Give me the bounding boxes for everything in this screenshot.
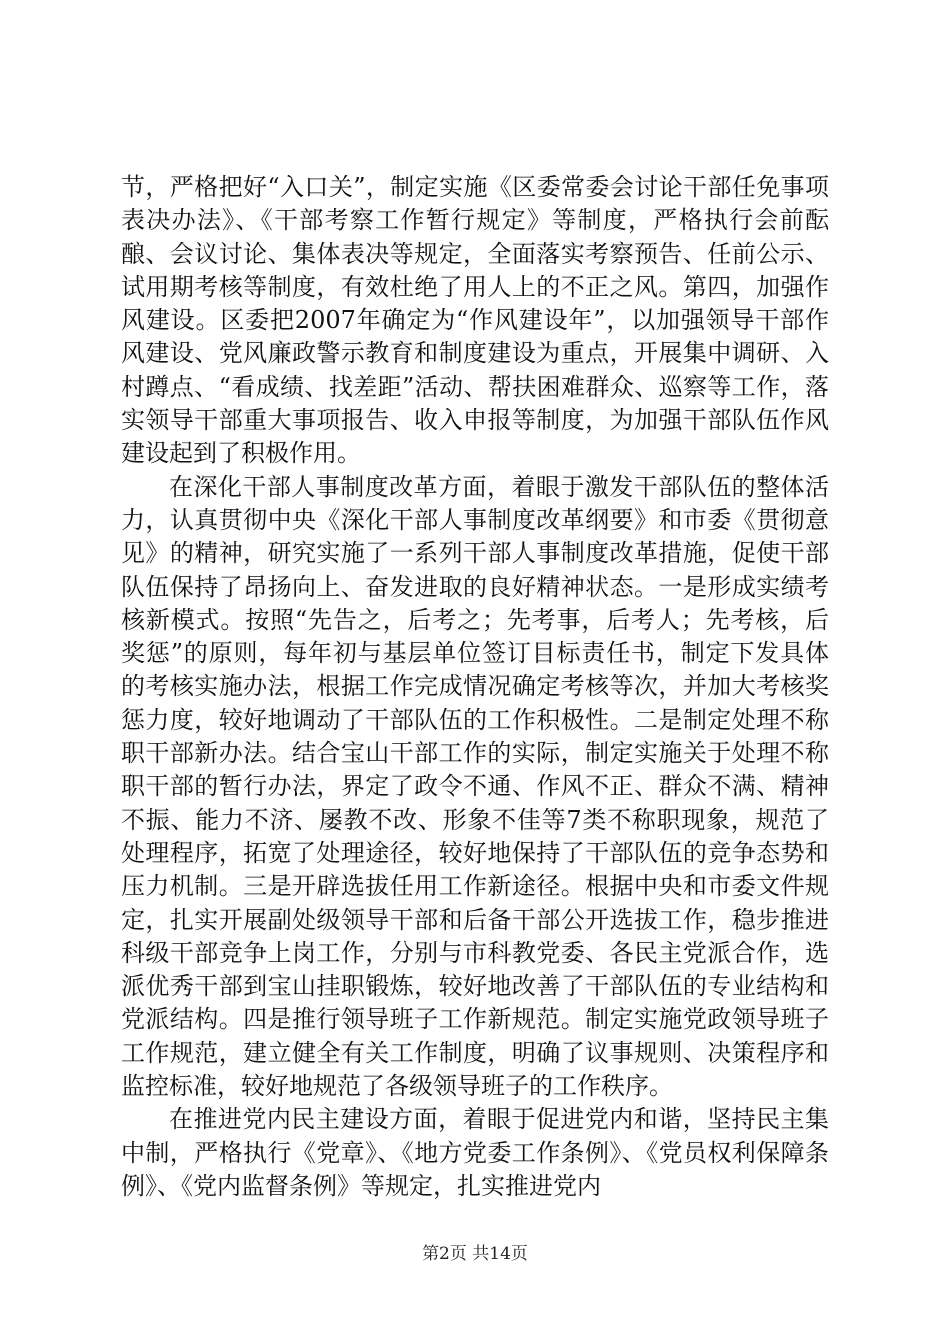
document-body	[121, 171, 829, 1203]
paragraph-3: 在推进党内民主建设方面，着眼于促进党内和谐，坚持民主集中制，严格执行《党章》、《地方党委工作条例》、《党员权利保障条例》、《党内监督条例》等规定，扎实推进党内	[121, 1105, 829, 1200]
paragraph-2: 在深化干部人事制度改革方面，着眼于激发干部队伍的整体活力，认真贯彻中央《深化干部人事制度改革纲要》和市委《贯彻意见》的精神，研究实施了一系列干部人事制度改革措施，促使干部队伍保持了昂扬向上、奋发进取的良好精神状态。一是形成实绩考核新模式。按照“先告之，后考之；先考事，后考人；先考核，后奖惩”的原则，每年初与基层单位签订目标责任书，制定下发具体的考核实施办法，根据工作完成情况确定考核等次，并加大考核奖惩力度，较好地调动了干部队伍的工作积极性。二是制定处理不称职干部新办法。结合宝山干部工作的实际，制定实施关于处理不称职干部的暂行办法，界定了政令不通、作风不正、群众不满、精神不振、能力不济、屡教不改、形象不佳等7类不称职现象，规范了处理程序，拓宽了处理途径，较好地保持了干部队伍的竞争态势和压力机制。三是开辟选拔任用工作新途径。根据中央和市委文件规定，扎实开展副处级领导干部和后备干部公开选拔工作，稳步推进科级干部竞争上岗工作，分别与市科教党委、各民主党派合作，选派优秀干部到宝山挂职锻炼，较好地改善了干部队伍的专业结构和党派结构。四是推行领导班子工作新规范。制定实施党政领导班子工作规范，建立健全有关工作制度，明确了议事规则、决策程序和监控标准，较好地规范了各级领导班子的工作秩序。	[121, 472, 829, 1101]
page-footer: 第2页 共14页	[422, 1244, 528, 1264]
paragraph-1: 节，严格把好“入口关”，制定实施《区委常委会讨论干部任免事项表决办法》、《干部考察工作暂行规定》等制度，严格执行会前酝酿、会议讨论、集体表决等规定，全面落实考察预告、任前公示、试用期考核等制度，有效杜绝了用人上的不正之风。第四，加强作风建设。区委把2007年确定为“作风建设年”，以加强领导干部作风建设、党风廉政警示教育和制度建设为重点，开展集中调研、入村蹲点、“看成绩、找差距”活动、帮扶困难群众、巡察等工作，落实领导干部重大事项报告、收入申报等制度，为加强干部队伍作风建设起到了积极作用。	[121, 173, 829, 468]
